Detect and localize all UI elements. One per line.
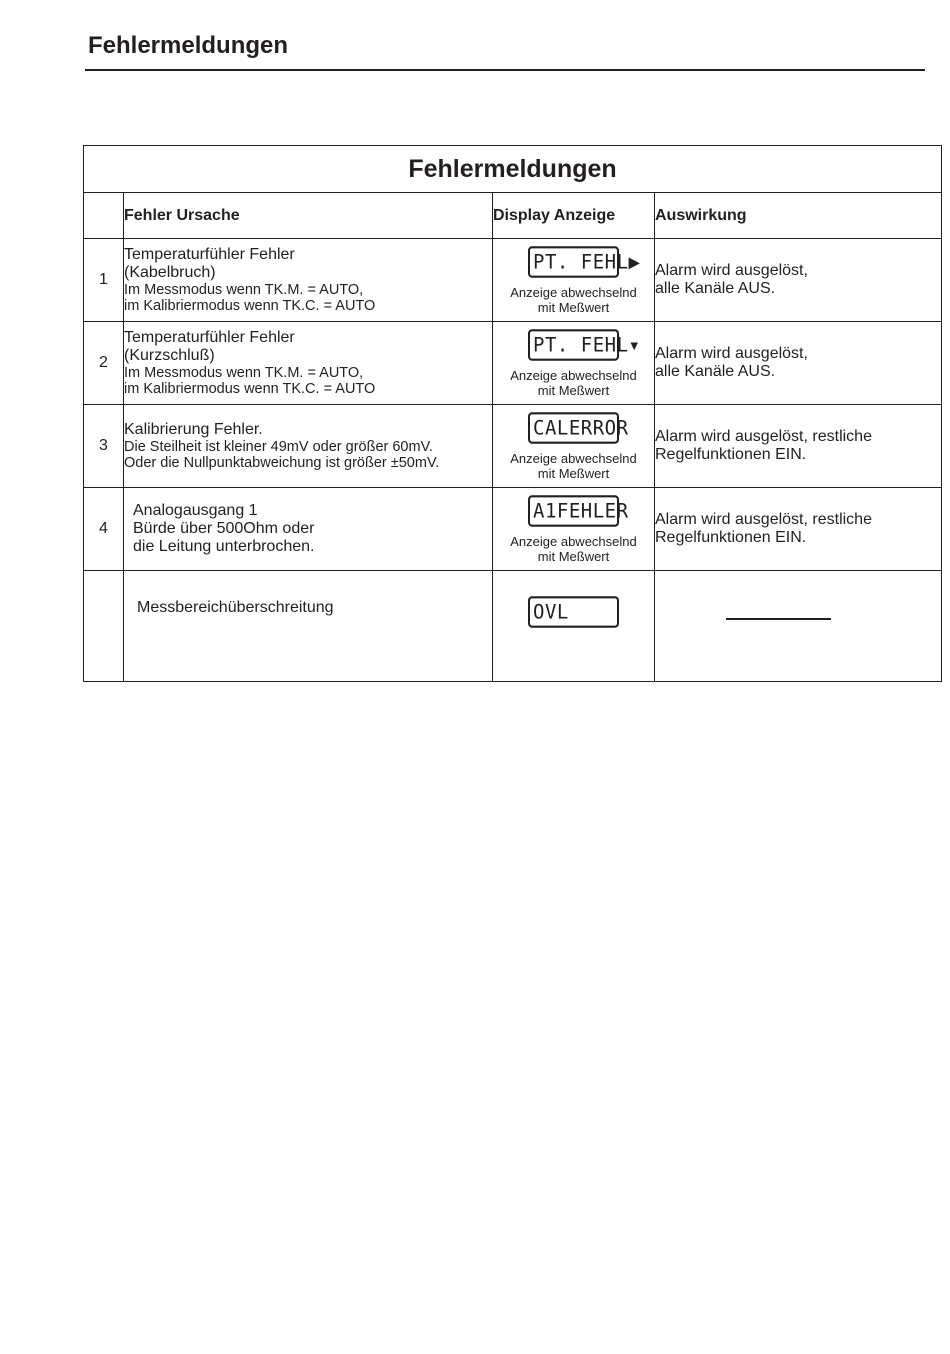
row-number: 3	[84, 405, 124, 488]
header-cause: Fehler Ursache	[124, 193, 493, 239]
display-note: Anzeige abwechselnd mit Meßwert	[510, 368, 637, 398]
error-cause	[124, 322, 493, 405]
error-effect: Alarm wird ausgelöst, restliche Regelfunktionen EIN.	[655, 405, 942, 488]
cause-condition: Im Messmodus wenn TK.M. = AUTO,	[124, 282, 364, 298]
cause-condition: im Kalibriermodus wenn TK.C. = AUTO	[124, 298, 376, 314]
header-display: Display Anzeige	[493, 193, 655, 239]
lcd-display: PT. FEHL▾	[528, 329, 619, 361]
cause-title: Kalibrierung Fehler.	[124, 421, 263, 438]
error-effect: Alarm wird ausgelöst, alle Kanäle AUS.	[655, 322, 942, 405]
display-indication	[493, 405, 655, 488]
cause-title: Temperaturfühler Fehler	[124, 329, 295, 346]
cause-detail: (Kabelbruch)	[124, 264, 216, 281]
table-row	[84, 239, 942, 322]
cause-condition: im Kalibriermodus wenn TK.C. = AUTO	[124, 381, 376, 397]
table-row	[84, 405, 942, 488]
row-number: 2	[84, 322, 124, 405]
error-cause	[124, 405, 493, 488]
lcd-display: OVL	[528, 596, 619, 628]
error-effect: Alarm wird ausgelöst, restliche Regelfunktionen EIN.	[655, 488, 942, 571]
page-title: Fehlermeldungen	[88, 32, 289, 59]
error-effect: Alarm wird ausgelöst, alle Kanäle AUS.	[655, 239, 942, 322]
error-cause	[124, 239, 493, 322]
cause-condition: Im Messmodus wenn TK.M. = AUTO,	[124, 365, 364, 381]
error-messages-table	[83, 145, 942, 682]
error-effect	[655, 571, 942, 682]
display-indication	[493, 571, 655, 682]
table-row	[84, 571, 942, 682]
display-note: Anzeige abwechselnd mit Meßwert	[510, 451, 637, 481]
cause-title: Temperaturfühler Fehler	[124, 246, 295, 263]
table-row	[84, 488, 942, 571]
header-number	[84, 193, 124, 239]
display-note: Anzeige abwechselnd mit Meßwert	[510, 285, 637, 315]
cause-condition: Oder die Nullpunktabweichung ist größer ±50mV.	[124, 455, 440, 471]
lcd-display: CALERROR	[528, 412, 619, 444]
table-caption: Fehlermeldungen	[84, 146, 942, 193]
error-cause: Analogausgang 1 Bürde über 500Ohm oder die Leitung unterbrochen.	[124, 488, 493, 571]
row-number: 4	[84, 488, 124, 571]
lcd-display: A1FEHLER	[528, 495, 619, 527]
header-effect: Auswirkung	[655, 193, 942, 239]
display-note: Anzeige abwechselnd mit Meßwert	[510, 534, 637, 564]
row-number: 1	[84, 239, 124, 322]
table-row	[84, 322, 942, 405]
heading-divider	[85, 69, 925, 71]
display-indication	[493, 322, 655, 405]
row-number	[84, 571, 124, 682]
error-cause: Messbereichüberschreitung	[124, 571, 493, 682]
no-effect-dash	[726, 618, 831, 620]
lcd-display: PT. FEHL▶	[528, 246, 619, 278]
cause-detail: (Kurzschluß)	[124, 347, 215, 364]
display-indication	[493, 239, 655, 322]
display-indication	[493, 488, 655, 571]
cause-condition: Die Steilheit ist kleiner 49mV oder größer 60mV.	[124, 439, 433, 455]
